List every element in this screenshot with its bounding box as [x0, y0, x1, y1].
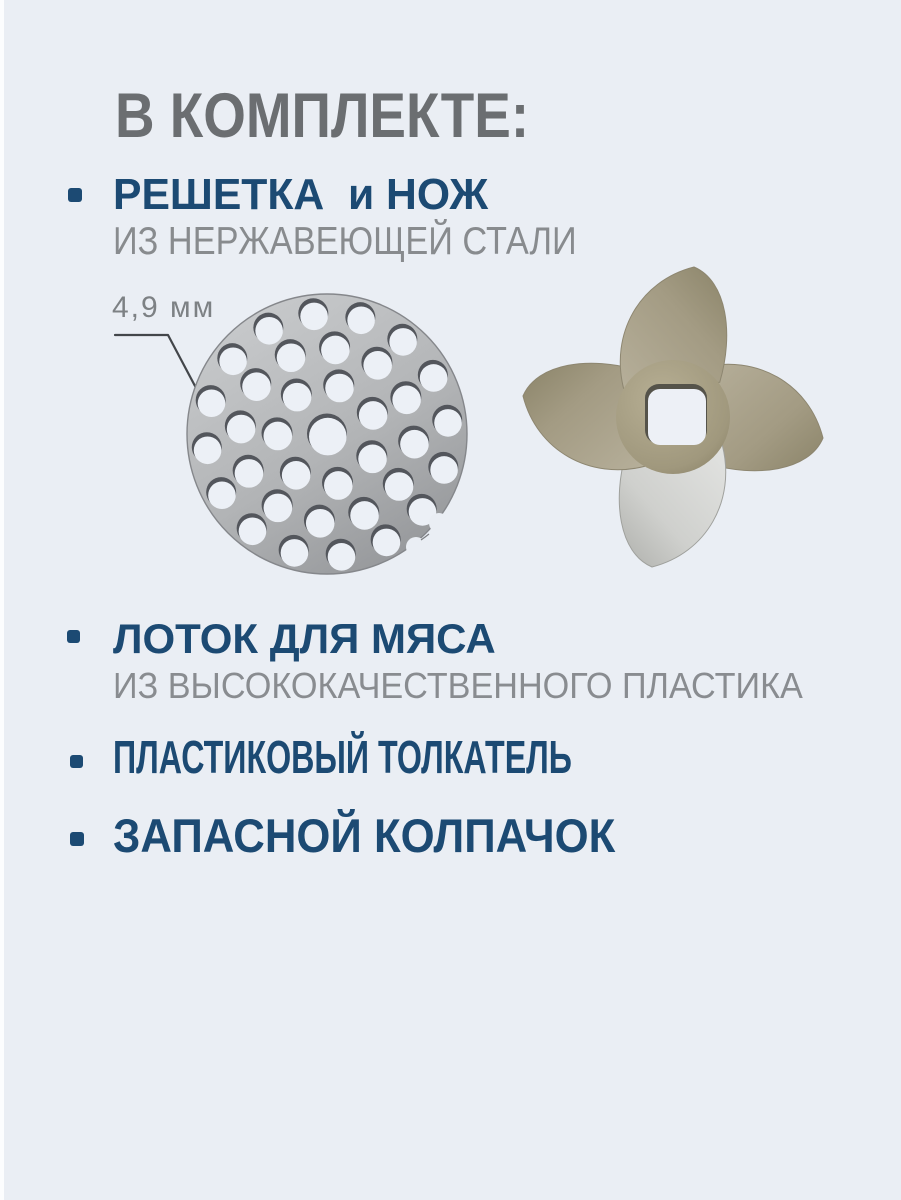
page-title: В КОМПЛЕКТЕ: — [115, 81, 530, 151]
grate-photo — [185, 288, 470, 580]
item-grate-knife-sublabel: ИЗ НЕРЖАВЕЮЩЕЙ СТАЛИ — [113, 220, 577, 263]
item-meat-tray-sublabel: ИЗ ВЫСОКОКАЧЕСТВЕННОГО ПЛАСТИКА — [113, 665, 803, 706]
bullet-icon — [68, 188, 82, 202]
knife-photo — [510, 265, 840, 590]
bullet-icon — [70, 755, 83, 768]
left-edge-highlight — [0, 0, 4, 1200]
item-grate-knife-label: РЕШЕТКА и НОЖ — [113, 170, 489, 219]
item-meat-tray-label: ЛОТОК ДЛЯ МЯСА — [113, 615, 496, 662]
bullet-icon — [67, 630, 80, 643]
item-plastic-pusher-label: ПЛАСТИКОВЫЙ ТОЛКАТЕЛЬ — [113, 731, 572, 783]
hole-size-callout: 4,9 мм — [112, 291, 216, 324]
bullet-icon — [70, 832, 84, 846]
item-spare-cap-label: ЗАПАСНОЙ КОЛПАЧОК — [113, 809, 616, 862]
